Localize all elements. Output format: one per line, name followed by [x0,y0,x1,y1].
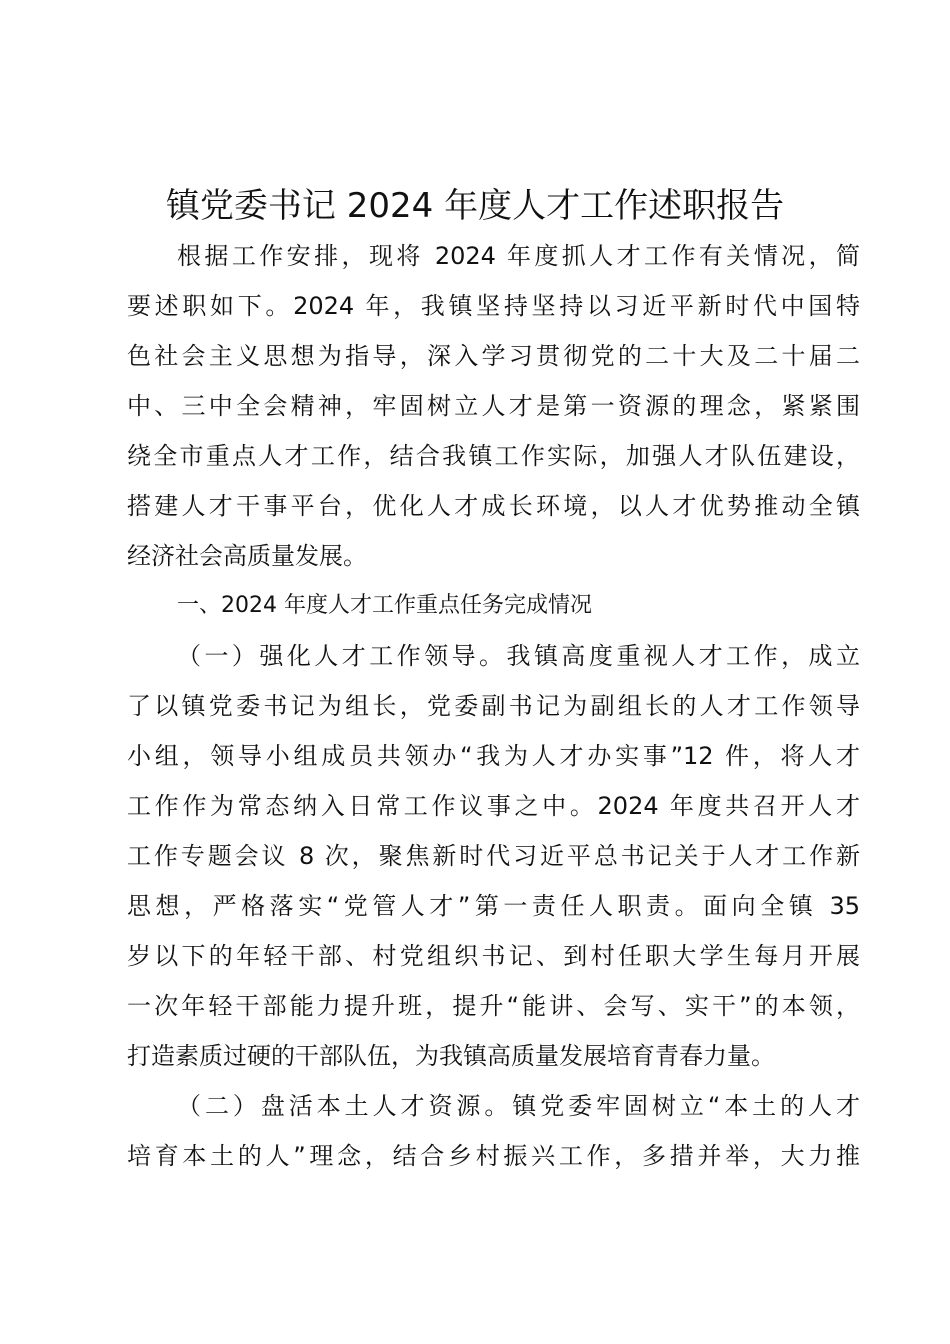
paragraph-line: 了以镇党委书记为组长，党委副书记为副组长的人才工作领导 [127,692,860,720]
paragraph-line: 打造素质过硬的干部队伍，为我镇高质量发展培育青春力量。 [127,1042,775,1070]
document-title: 镇党委书记 2024 年度人才工作述职报告 [165,186,785,226]
paragraph-line: 根据工作安排，现将 2024 年度抓人才工作有关情况，简 [177,242,860,270]
paragraph-line: （二）盘活本土人才资源。镇党委牢固树立“本土的人才 [177,1092,860,1120]
paragraph-line: 培育本土的人”理念，结合乡村振兴工作，多措并举，大力推 [127,1142,860,1170]
paragraph-line: 工作作为常态纳入日常工作议事之中。2024 年度共召开人才 [127,792,860,820]
document-body [127,231,860,1181]
paragraph-line: 中、三中全会精神，牢固树立人才是第一资源的理念，紧紧围 [127,392,860,420]
paragraph-line: （一）强化人才工作领导。我镇高度重视人才工作，成立 [177,642,860,670]
paragraph-line: 搭建人才干事平台，优化人才成长环境，以人才优势推动全镇 [127,492,860,520]
paragraph-line: 色社会主义思想为指导，深入学习贯彻党的二十大及二十届二 [127,342,860,370]
paragraph-line: 一次年轻干部能力提升班，提升“能讲、会写、实干”的本领， [127,992,860,1020]
paragraph-line: 绕全市重点人才工作，结合我镇工作实际，加强人才队伍建设， [127,442,860,470]
paragraph-line: 工作专题会议 8 次，聚焦新时代习近平总书记关于人才工作新 [127,842,860,870]
paragraph-line: 岁以下的年轻干部、村党组织书记、到村任职大学生每月开展 [127,942,860,970]
section-heading: 一、2024 年度人才工作重点任务完成情况 [177,593,592,618]
paragraph-line: 思想，严格落实“党管人才”第一责任人职责。面向全镇 35 [127,892,860,920]
paragraph-line: 小组，领导小组成员共领办“我为人才办实事”12 件，将人才 [127,742,860,770]
paragraph-line: 要述职如下。2024 年，我镇坚持坚持以习近平新时代中国特 [127,292,860,320]
paragraph-line: 经济社会高质量发展。 [127,542,367,570]
